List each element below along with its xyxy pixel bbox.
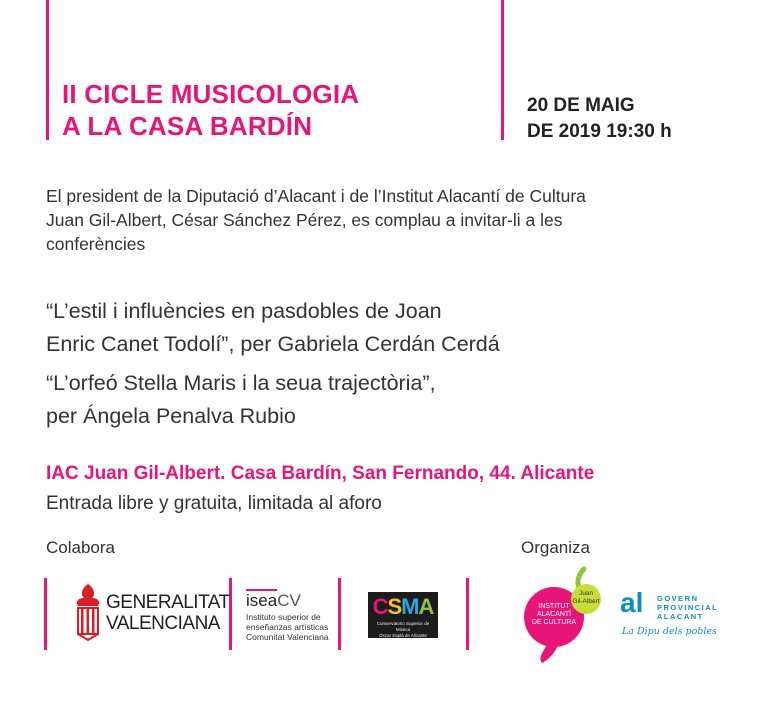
iseacv-line2: enseñanzas artísticas xyxy=(246,622,329,632)
iac-tag1: Juan xyxy=(578,590,594,597)
event-title-line2: A LA CASA BARDÍN xyxy=(62,111,313,141)
iseacv-line1: Instituto superior de xyxy=(246,612,321,622)
iseacv-logo xyxy=(246,592,334,642)
talk-line: Enric Canet Todolí”, per Gabriela Cerdán Cerdá xyxy=(46,332,500,356)
logo-divider xyxy=(338,578,341,650)
generalitat-emblem-icon xyxy=(70,582,106,642)
iac-line1: INSTITUT xyxy=(538,603,570,610)
csma-line2: Óscar Esplá de Alicante xyxy=(379,633,427,638)
entry-info: Entrada libre y gratuita, limitada al aforo xyxy=(46,493,382,514)
intro-line: Juan Gil-Albert, César Sánchez Pérez, es complau a invitar-li a les xyxy=(46,210,563,230)
logo-divider xyxy=(466,578,469,650)
iac-tag2: Gil-Albert xyxy=(572,598,600,605)
csma-letter: S xyxy=(387,594,402,619)
csma-brand xyxy=(368,594,438,620)
iseacv-brand-a: isea xyxy=(246,591,278,610)
csma-letter: M xyxy=(401,594,419,619)
diputacio-logo xyxy=(620,587,720,642)
iac-logo xyxy=(520,565,612,665)
intro-line: El president de la Diputació d’Alacant i de l’Institut Alacantí de Cultura xyxy=(46,186,586,206)
iseacv-brand-b: CV xyxy=(277,591,301,610)
venue-address: IAC Juan Gil-Albert. Casa Bardín, San Fernando, 44. Alicante xyxy=(46,463,595,484)
logo-divider xyxy=(44,578,47,650)
csma-letter: A xyxy=(418,594,434,619)
iseacv-line3: Comunitat Valenciana xyxy=(246,632,329,642)
csma-letter: C xyxy=(372,594,388,619)
talk-2 xyxy=(46,367,436,433)
csma-line1: Conservatorio Superior de Música xyxy=(376,621,430,632)
intro-paragraph xyxy=(46,184,736,256)
talk-1 xyxy=(46,295,500,361)
diputacio-line2: PROVINCIAL xyxy=(657,603,719,612)
talk-line: “L’orfeó Stella Maris i la seua trajectòria”, xyxy=(46,371,436,395)
colabora-label: Colabora xyxy=(46,538,115,557)
diputacio-slogan: La Dipu dels pobles xyxy=(622,626,717,637)
diputacio-mark: al xyxy=(620,587,644,618)
event-date-line2: DE 2019 19:30 h xyxy=(527,121,672,142)
iac-line3: DE CULTURA xyxy=(531,619,577,626)
iseacv-brand xyxy=(246,592,334,610)
diputacio-line1: GOVERN xyxy=(657,594,699,603)
talk-line: per Ángela Penalva Rubio xyxy=(46,404,296,428)
title-rule xyxy=(46,0,49,140)
intro-line: conferències xyxy=(46,234,146,254)
generalitat-line1: GENERALITAT xyxy=(106,592,230,613)
generalitat-line2: VALENCIANA xyxy=(106,613,220,634)
event-title-line1: II CICLE MUSICOLOGIA xyxy=(62,79,360,109)
organiza-label: Organiza xyxy=(521,538,590,557)
talk-line: “L’estil i influències en pasdobles de Joan xyxy=(46,299,442,323)
generalitat-logo xyxy=(70,582,230,644)
event-date xyxy=(527,93,672,145)
date-rule xyxy=(501,0,504,140)
iac-line2: ALACANTÍ xyxy=(536,611,572,618)
csma-logo xyxy=(368,592,438,638)
event-date-line1: 20 DE MAIG xyxy=(527,95,635,116)
csma-brand-text xyxy=(373,594,434,619)
event-title xyxy=(62,78,359,142)
diputacio-line3: ALACANT xyxy=(657,612,704,621)
